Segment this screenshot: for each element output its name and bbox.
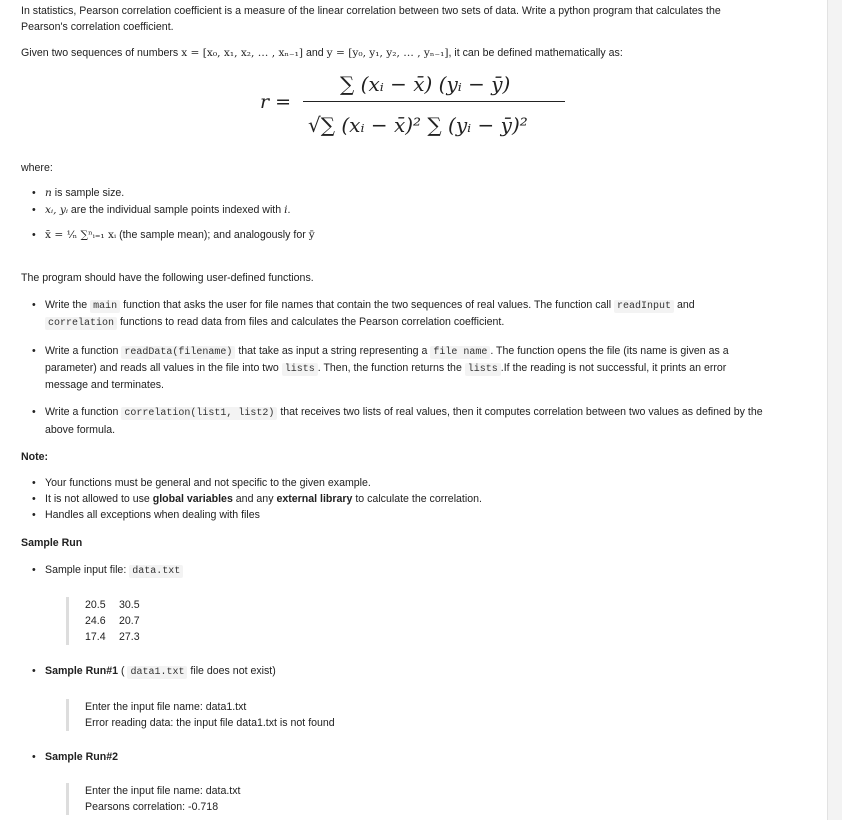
intro-line-1: In statistics, Pearson correlation coefficient is a measure of the linear correlation between two sets of data. Write a python program that calculates the [21, 5, 721, 17]
text: and [674, 299, 695, 311]
sample-run-2-item [32, 749, 119, 766]
text: functions to read data from files and calculates the Pearson correlation coefficient. [117, 316, 505, 328]
fraction-bar [303, 101, 565, 102]
function-readdata-item [32, 343, 729, 361]
formula-lhs: r = [260, 91, 292, 113]
run-label: Sample Run#1 [45, 665, 119, 677]
where-item [32, 227, 315, 244]
output-line: Enter the input file name: data1.txt [85, 701, 247, 713]
data-cell: 17.4 [85, 631, 106, 643]
code-input-file: data.txt [129, 565, 183, 578]
text: above formula. [45, 424, 116, 436]
text: ( [118, 665, 128, 677]
function-main-item [32, 297, 695, 315]
data-cell: 20.5 [85, 599, 106, 611]
data-cell: 20.7 [119, 615, 140, 627]
formula-denominator: √∑ (xᵢ − x̄)² ∑ (yᵢ − ȳ)² [308, 113, 528, 137]
given-and: and [305, 47, 324, 59]
note-item [32, 475, 371, 492]
bullet-dot: • [32, 564, 36, 576]
output-line: Error reading data: the input file data1.txt is not found [85, 717, 335, 729]
sample-data-block [66, 597, 153, 645]
sample-run-2-output [66, 783, 240, 815]
bold-text: external library [276, 493, 353, 505]
function-correlation-item-cont [45, 422, 115, 439]
text: that take as input a string representing a [235, 345, 431, 357]
where-text: is sample size. [51, 187, 125, 199]
note-item [32, 491, 482, 508]
bullet-dot: • [32, 477, 36, 489]
where-item [32, 202, 291, 219]
output-line: Enter the input file name: data.txt [85, 785, 241, 797]
code-lists: lists [282, 363, 318, 376]
formula-numerator: ∑ (xᵢ − x̄) (yᵢ − ȳ) [340, 72, 511, 96]
code-correlation: correlation [45, 317, 117, 330]
data-cell: 30.5 [119, 599, 140, 611]
code-lists: lists [465, 363, 501, 376]
given-sentence [21, 45, 623, 61]
bullet-dot: • [32, 299, 36, 311]
data-cell: 27.3 [119, 631, 140, 643]
text: to calculate the correlation. [352, 493, 482, 505]
code-correlation-signature: correlation(list1, list2) [121, 407, 277, 420]
text: Sample input file: [45, 564, 130, 576]
text: Your functions must be general and not specific to the given example. [45, 477, 371, 489]
output-line: Pearsons correlation: -0.718 [85, 801, 219, 813]
text: function that asks the user for file names that contain the two sequences of real values. The function call [120, 299, 615, 311]
bullet-dot: • [32, 229, 36, 241]
given-prefix: Given two sequences of numbers [21, 47, 179, 59]
text: . The function opens the file (its name is given as a [490, 345, 729, 357]
text: Write a function [45, 345, 122, 357]
text: message and terminates. [45, 379, 164, 391]
sample-input-item [32, 562, 183, 580]
sample-run-1-item [32, 663, 276, 681]
text: It is not allowed to use [45, 493, 153, 505]
note-item [32, 507, 260, 524]
run-label: Sample Run#2 [45, 751, 119, 763]
text: file does not exist) [187, 665, 276, 677]
where-text: are the individual sample points indexed with [67, 204, 285, 216]
code-file-name: file name [430, 346, 490, 359]
bullet-dot: • [32, 345, 36, 357]
note-title: Note: [21, 451, 49, 463]
bullet-dot: • [32, 493, 36, 505]
data-row [85, 629, 153, 645]
text: .If the reading is not successful, it prints an error [500, 362, 727, 374]
text: parameter) and reads all values in the file into two [45, 362, 282, 374]
code-readdata: readData(filename) [121, 346, 235, 359]
text: and any [232, 493, 277, 505]
sample-run-1-output [66, 699, 335, 731]
function-correlation-item [32, 404, 763, 422]
data-row [85, 613, 153, 629]
text: that receives two lists of real values, then it computes correlation between two values as defined by the [277, 406, 763, 418]
where-text-2: . [287, 204, 291, 216]
data-row [85, 597, 153, 613]
where-math: n [45, 187, 52, 199]
bullet-dot: • [32, 665, 36, 677]
where-label: where: [21, 162, 53, 174]
where-math-2: ȳ [308, 229, 315, 241]
code-run1-file: data1.txt [127, 666, 187, 679]
where-math: xᵢ, yᵢ [45, 204, 68, 216]
x-definition: x = [x₀, x₁, x₂, … , xₙ₋₁] [181, 47, 304, 59]
sample-run-title: Sample Run [21, 537, 83, 549]
where-math: x̄ = ¹⁄ₙ ∑ⁿᵢ₌₁ xᵢ [45, 229, 117, 241]
where-math-2: i [284, 204, 288, 216]
text: Write a function [45, 406, 122, 418]
vertical-scrollbar[interactable] [827, 0, 842, 820]
bullet-dot: • [32, 751, 36, 763]
intro-line-2: Pearson's correlation coefficient. [21, 21, 174, 33]
given-suffix: , it can be defined mathematically as: [448, 47, 623, 59]
code-main: main [90, 300, 120, 313]
bullet-dot: • [32, 509, 36, 521]
function-readdata-item-cont [45, 360, 726, 378]
code-readinput: readInput [614, 300, 674, 313]
text: . Then, the function returns the [317, 362, 465, 374]
text: Handles all exceptions when dealing with files [45, 509, 260, 521]
where-item [32, 185, 125, 202]
data-cell: 24.6 [85, 615, 106, 627]
function-main-item-cont [45, 314, 504, 332]
bullet-dot: • [32, 406, 36, 418]
bullet-dot: • [32, 204, 36, 216]
functions-intro: The program should have the following user-defined functions. [21, 272, 314, 284]
text: Write the [45, 299, 91, 311]
bold-text: global variables [152, 493, 233, 505]
where-text: (the sample mean); and analogously for [116, 229, 309, 241]
bullet-dot: • [32, 187, 36, 199]
function-readdata-item-cont [45, 377, 164, 394]
y-definition: y = [y₀, y₁, y₂, … , yₙ₋₁] [326, 47, 449, 59]
